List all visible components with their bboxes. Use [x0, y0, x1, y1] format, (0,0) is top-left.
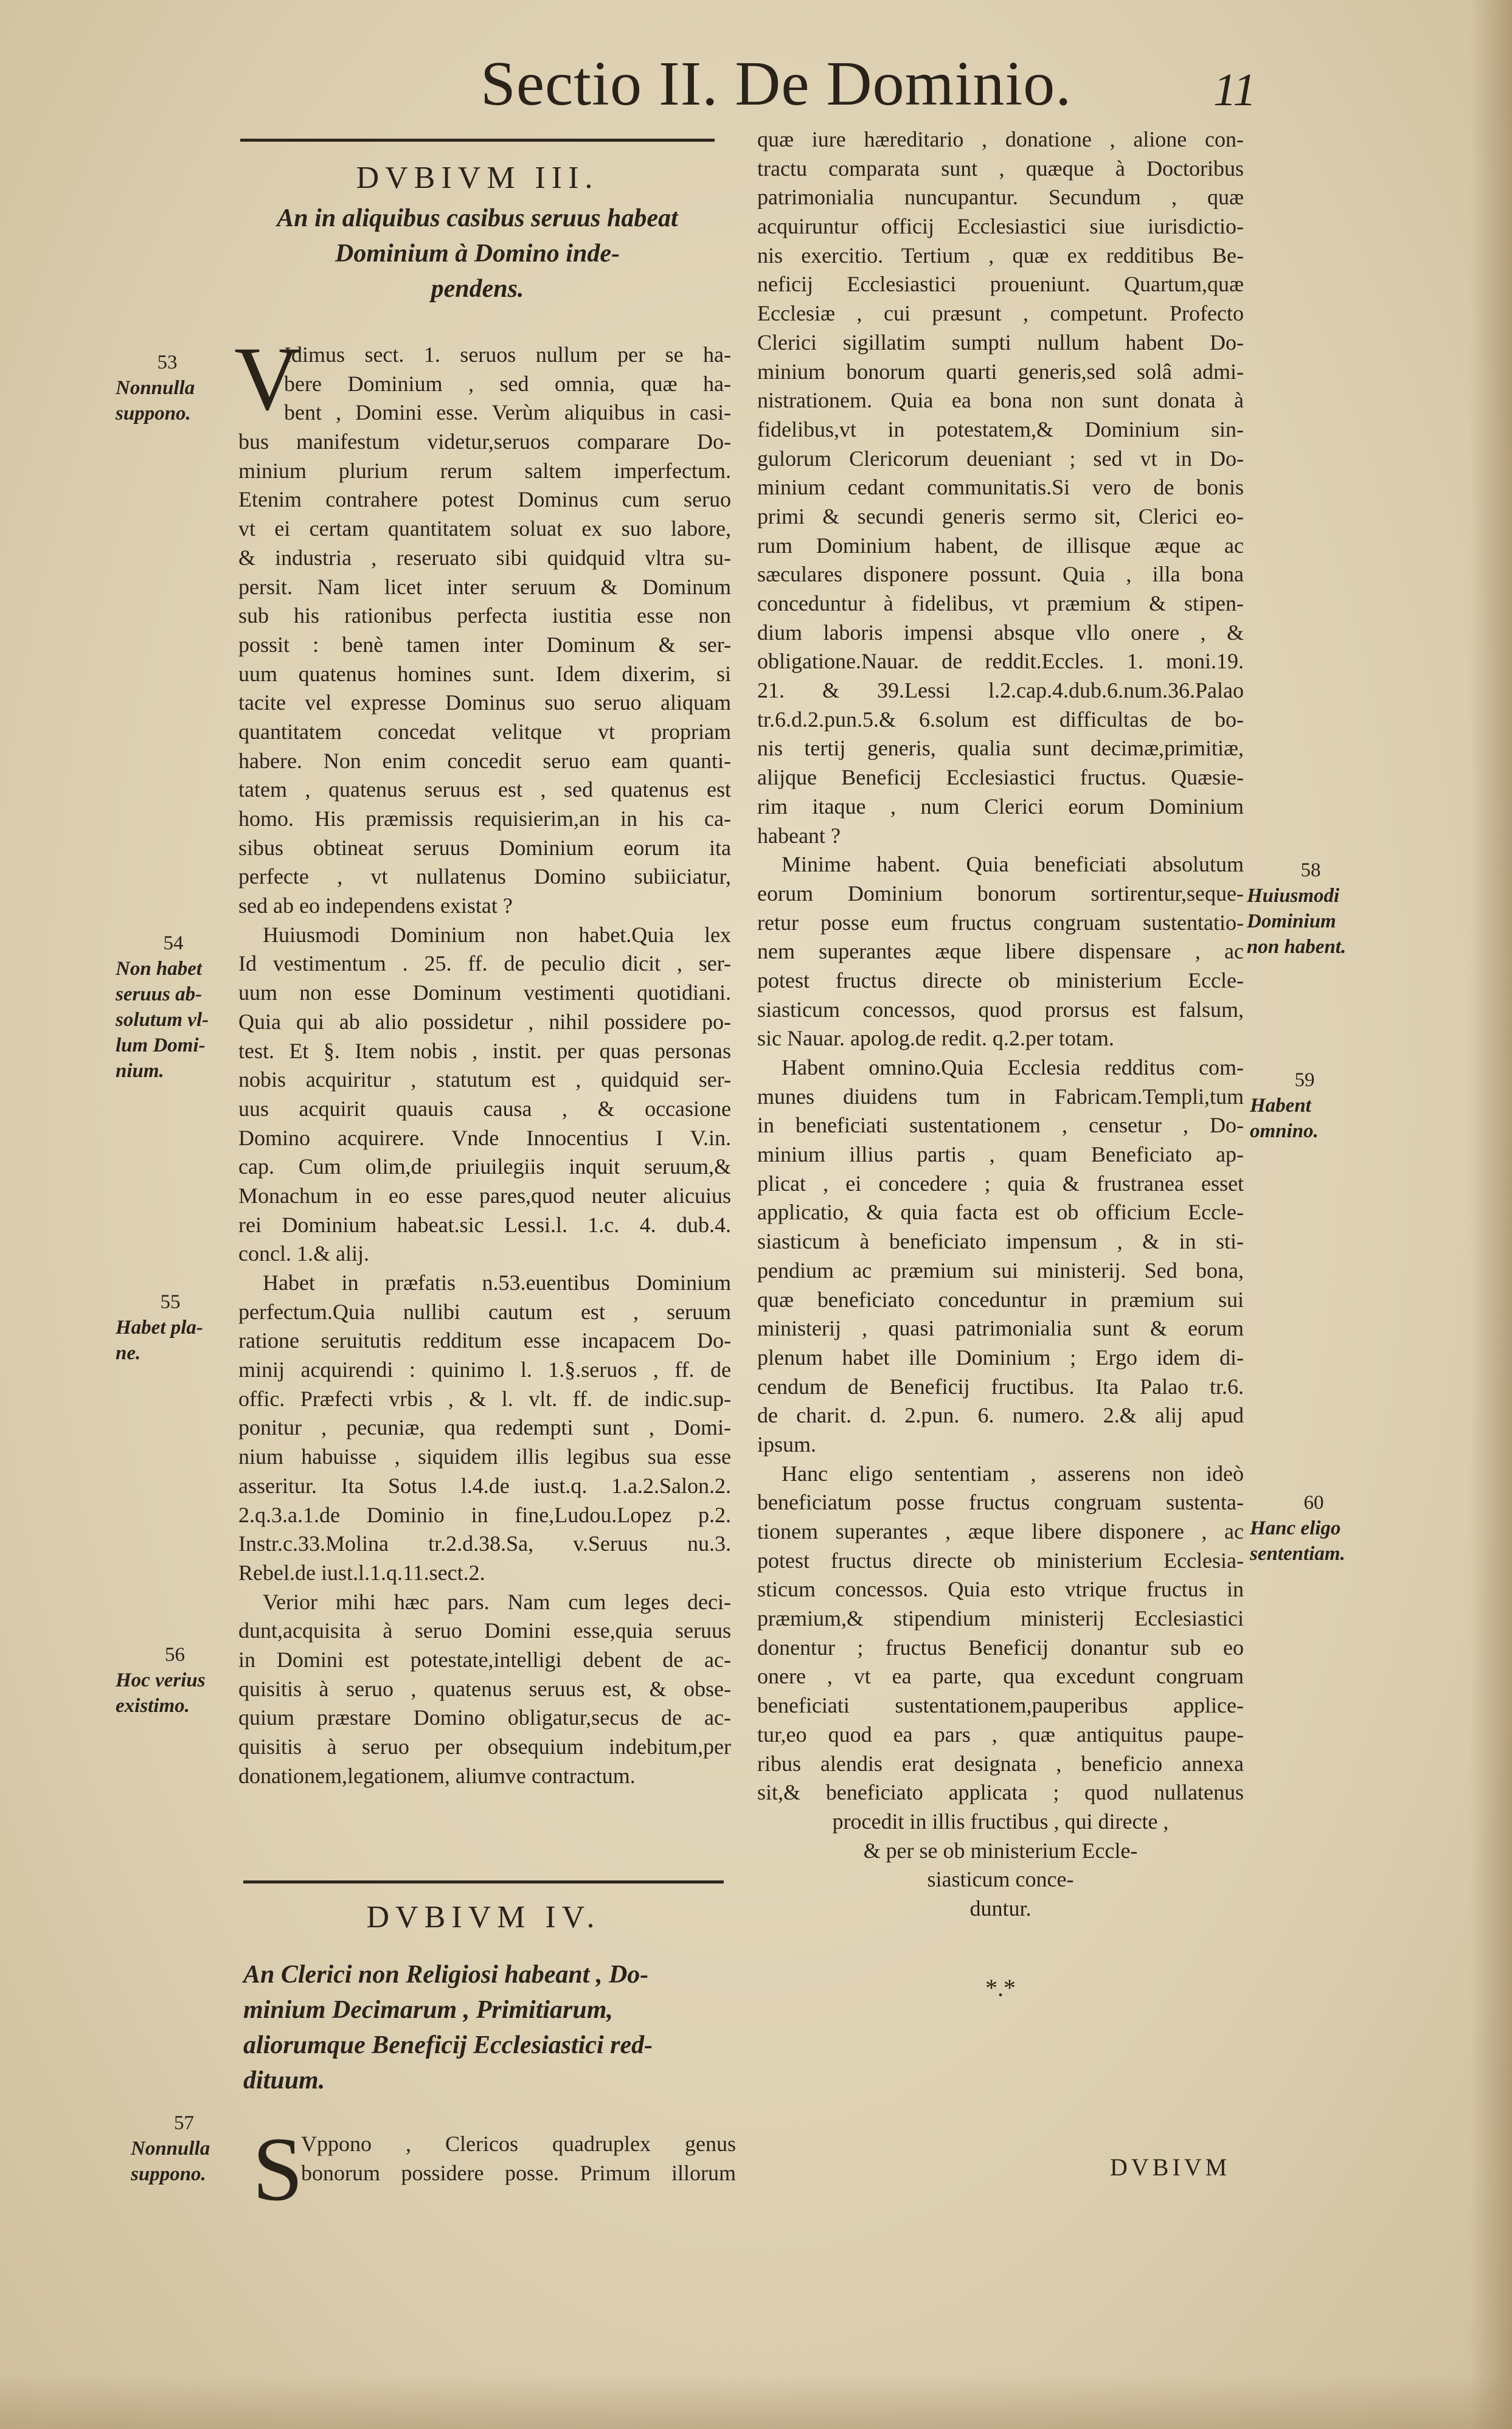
margin-note-number: 59: [1294, 1069, 1315, 1091]
text-line: vt ei certam quantitatem soluat ex suo labore,: [238, 516, 731, 541]
text-line: Vppono , Clericos quadruplex genus: [301, 2132, 736, 2156]
text-line: quantitatem concedat velitque vt propriam: [238, 719, 731, 744]
text-line: quisitis à seruo , quatenus seruus est, & obse-: [238, 1676, 731, 1701]
text-line: Huiusmodi Dominium non habet.Quia lex: [263, 922, 731, 947]
margin-note-57: [131, 2110, 237, 2187]
margin-note-line: sententiam.: [1250, 1543, 1345, 1565]
text-line: minium bonorum quarti generis,sed solâ admi-: [757, 359, 1244, 384]
text-line: quium præstare Domino obligatur,secus de ac-: [238, 1705, 731, 1730]
margin-note-line: omnino.: [1250, 1120, 1319, 1142]
margin-note-line: Huiusmodi: [1247, 885, 1340, 907]
text-line: habere. Non enim concedit seruo eam quanti-: [238, 748, 731, 773]
text-line: eorum Dominium bonorum sortirentur,seque-: [757, 881, 1244, 906]
text-line: sed ab eo independens existat ?: [238, 893, 513, 918]
margin-note-line: Hoc verius: [116, 1669, 206, 1691]
text-line: Rebel.de iust.l.1.q.11.sect.2.: [238, 1560, 485, 1585]
paragraph-1: [238, 341, 731, 921]
text-line: bere Dominium , sed omnia, quæ ha-: [284, 371, 731, 396]
text-line: sic Nauar. apolog.de redit. q.2.per totam.: [757, 1026, 1114, 1051]
paragraph-4: [757, 1460, 1244, 1807]
text-line: Hanc eligo sententiam , asserens non ideò: [782, 1461, 1244, 1486]
margin-note-line: existimo.: [116, 1695, 190, 1717]
catchword: DVBIVM: [1110, 2154, 1231, 2181]
text-line: perfectum.Quia nullibi cautum est , seruum: [238, 1299, 731, 1324]
text-line: Id vestimentum . 25. ff. de peculio dicit , ser-: [238, 951, 731, 976]
text-line: retur posse eum fructus congruam sustentatio-: [757, 910, 1244, 935]
text-line: nistrationem. Quia ea bona non sunt donata à: [757, 388, 1244, 413]
paragraph-3: [238, 1269, 731, 1588]
text-line: persit. Nam licet inter seruum & Dominum: [238, 574, 731, 599]
text-line: minij acquirendi : quinimo l. 1.§.seruos , ff. de: [238, 1357, 731, 1382]
text-line: test. Et §. Item nobis , instit. per quas personas: [238, 1038, 731, 1063]
text-line: obligatione.Nauar. de reddit.Eccles. 1. moni.19.: [757, 649, 1244, 674]
text-line: in beneficiati sustentationem , censetur , Do-: [757, 1113, 1244, 1138]
text-line: siasticum conce-: [927, 1867, 1074, 1892]
text-line: tur,eo quod ea pars , quæ antiquitus paupe-: [757, 1722, 1244, 1747]
paragraph-2: [238, 921, 731, 1269]
text-line: Habent omnino.Quia Ecclesia redditus com-: [782, 1055, 1244, 1079]
text-line: Etenim contrahere potest Dominus cum seruo: [238, 487, 731, 512]
margin-note-line: suppono.: [131, 2163, 206, 2185]
text-line: conceduntur à fidelibus, vt præmium & stipen-: [757, 591, 1244, 615]
text-line: præmium,& stipendium ministerij Ecclesiastici: [757, 1606, 1244, 1631]
text-line: plenum habet ille Dominium ; Ergo idem di-: [757, 1345, 1244, 1370]
text-line: Verior mihi hæc pars. Nam cum leges deci-: [263, 1589, 731, 1614]
text-line: 21. & 39.Lessi l.2.cap.4.dub.6.num.36.Palao: [757, 678, 1244, 703]
text-line: nis tertij generis, qualia sunt decimæ,primitiæ,: [757, 736, 1244, 761]
text-line: minium illius partis , quam Beneficiato ap-: [757, 1142, 1244, 1167]
margin-note-number: 58: [1300, 859, 1321, 881]
text-line: perfecte , vt nullatenus Domino subiiciatur,: [238, 864, 731, 889]
text-line: Minime habent. Quia beneficiati absolutum: [782, 852, 1244, 877]
text-line: nis exercitio. Tertium , quæ ex redditibus Be-: [757, 243, 1244, 268]
paragraph-2: [757, 850, 1244, 1053]
text-line: sub his rationibus perfecta iustitia esse non: [238, 603, 731, 628]
margin-note-59: [1250, 1067, 1359, 1144]
text-line: offic. Præfecti vrbis , & l. vlt. ff. de indic.sup-: [238, 1386, 731, 1411]
margin-note-line: Dominium: [1247, 910, 1336, 932]
text-line: dium laboris impensi absque vllo onere , &: [757, 620, 1244, 645]
margin-note-58: [1247, 858, 1375, 960]
text-line: potest fructus directe ob ministerium Ecclesia-: [757, 1548, 1244, 1573]
ornament: *.*: [985, 1974, 1016, 2001]
text-line: & per se ob ministerium Eccle-: [863, 1838, 1138, 1863]
text-line: habeant ?: [757, 823, 841, 848]
text-line: ponitur , pecuniæ, qua redempti sunt , Domi-: [238, 1415, 731, 1440]
margin-note-line: non habent.: [1247, 936, 1347, 958]
text-line: Habet in præfatis n.53.euentibus Dominium: [263, 1270, 731, 1295]
text-line: ribus alendis erat designata , beneficio annexa: [757, 1751, 1244, 1776]
question-line: An Clerici non Religiosi habeant , Do-: [243, 1961, 649, 1989]
question-line: aliorumque Beneficij Ecclesiastici red-: [243, 2031, 653, 2059]
text-line: 2.q.3.a.1.de Dominio in fine,Ludou.Lopez p.2.: [238, 1502, 731, 1527]
text-line: rim itaque , num Clerici eorum Dominium: [757, 794, 1244, 819]
margin-note-60: [1250, 1490, 1378, 1567]
text-line: tacite vel expresse Dominus suo seruo aliquam: [238, 690, 731, 715]
text-line: gulorum Clericorum deueniant ; sed vt in Do-: [757, 446, 1244, 471]
text-line: ministerij , quasi patrimonialia sunt & eorum: [757, 1316, 1244, 1341]
margin-note-line: solutum vl-: [116, 1009, 209, 1031]
text-line: uum quatenus homines sunt. Idem dixerim, si: [238, 661, 731, 686]
text-line: Instr.c.33.Molina tr.2.d.38.Sa, v.Seruus nu.3.: [238, 1531, 731, 1556]
paragraph-1: [757, 125, 1244, 850]
text-line: ipsum.: [757, 1432, 817, 1457]
text-line: & industria , reseruato sibi quidquid vltra su-: [238, 545, 731, 570]
running-header: Sectio II. De Dominio.: [480, 49, 1072, 119]
page-edge-shadow: [1469, 0, 1512, 2429]
text-line: donationem,legationem, aliumve contractum.: [238, 1763, 636, 1788]
text-line: sæculares disponere possunt. Quia , illa bona: [757, 562, 1244, 587]
text-line: plicat , ei concedere ; quia & frustranea esset: [757, 1171, 1244, 1196]
text-line: siasticum à beneficiato impensum , & in sti-: [757, 1229, 1244, 1254]
text-line: rum Dominium habent, de illisque æque ac: [757, 533, 1244, 558]
text-line: cendum de Beneficij fructibus. Ita Palao tr.6.: [757, 1374, 1244, 1399]
text-line: onere , vt ea parte, qua excedunt congruam: [757, 1664, 1244, 1689]
margin-note-number: 53: [157, 352, 178, 373]
text-line: munes diuidens tum in Fabricam.Templi,tum: [757, 1084, 1244, 1109]
margin-note-53: [116, 350, 219, 426]
text-line: Clerici sigillatim sumpti nullum habent Do-: [757, 330, 1244, 355]
left-column-text: [238, 341, 731, 1790]
text-line: dunt,acquisita à seruo Domini esse,quia seruus: [238, 1618, 731, 1643]
text-line: quæ iure hæreditario , donatione , alione con-: [757, 127, 1244, 151]
margin-note-line: Habent: [1250, 1095, 1311, 1117]
text-line: cap. Cum olim,de priuilegiis inquit seruum,&: [238, 1154, 731, 1179]
text-line: potest fructus directe ob ministerium Eccle-: [757, 968, 1244, 993]
text-line: quæ beneficiato conceduntur in præmium sui: [757, 1287, 1244, 1312]
margin-note-line: nium.: [116, 1060, 164, 1082]
text-line: beneficiatum posse fructus congruam sustenta-: [757, 1490, 1244, 1515]
right-column-text: [757, 125, 1244, 1924]
text-line: possit : benè tamen inter Dominum & ser-: [238, 632, 731, 657]
margin-note-line: suppono.: [116, 403, 191, 424]
dubium-3-title: DVBIVM III.: [356, 161, 599, 195]
text-line: tionem superantes , æque libere disponere , ac: [757, 1519, 1244, 1544]
question-line: minium Decimarum , Primitiarum,: [243, 1996, 613, 2024]
text-line: uus acquirit quauis causa , & occasione: [238, 1096, 731, 1121]
text-line: de charit. d. 2.pun. 6. numero. 2.& alij apud: [757, 1403, 1244, 1428]
paragraph-3: [757, 1053, 1244, 1460]
header-rule: [240, 139, 715, 142]
question-line: An in aliquibus casibus seruus habeat: [277, 204, 678, 232]
text-line: tr.6.d.2.pun.5.& 6.solum est difficultas de bo-: [757, 707, 1244, 732]
text-line: uum non esse Dominum vestimenti quotidiani.: [238, 980, 731, 1005]
text-line: concl. 1.& alij.: [238, 1241, 369, 1266]
text-line: Idimus sect. 1. seruos nullum per se ha-: [284, 342, 731, 367]
margin-note-line: Hanc eligo: [1250, 1517, 1341, 1539]
text-line: Monachum in eo esse pares,quod neuter alicuius: [238, 1183, 731, 1208]
text-line: ratione seruitutis redditum esse incapacem Do-: [238, 1328, 731, 1353]
text-line: nem superantes æque libere dispensare , ac: [757, 939, 1244, 964]
text-line: tractu comparata sunt , quæque à Doctoribus: [757, 156, 1244, 181]
text-line: quisitis à seruo per obsequium indebitum,per: [238, 1734, 731, 1759]
question-line: pendens.: [431, 275, 524, 303]
text-line: homo. His præmissis requisierim,an in his ca-: [238, 806, 731, 831]
paragraph-5: [301, 2130, 736, 2188]
text-line: Quia qui ab alio possidetur , nihil possidere po-: [238, 1009, 731, 1034]
drop-capital-v: V: [234, 328, 300, 429]
text-line: Ecclesiæ , cui præsunt , competunt. Profecto: [757, 301, 1244, 326]
text-line: nium habuisse , siquidem illis legibus sua esse: [238, 1444, 731, 1469]
drop-capital-s: S: [252, 2119, 303, 2220]
section-rule: [243, 1880, 724, 1883]
text-line: tatem , quatenus seruus est , sed quatenus est: [238, 777, 731, 802]
dubium-4-question: [243, 1957, 730, 2098]
text-line: bus manifestum videtur,seruos comparare Do-: [238, 429, 731, 454]
margin-note-56: [116, 1642, 234, 1719]
margin-note-line: Habet pla-: [116, 1317, 203, 1339]
margin-note-line: Nonnulla: [116, 377, 195, 399]
text-line: duntur.: [969, 1896, 1032, 1921]
text-line: siasticum concessos, quod prorsus est falsum,: [757, 997, 1244, 1022]
question-line: Dominium à Domino inde-: [335, 240, 620, 268]
margin-note-line: Non habet: [116, 958, 203, 980]
margin-note-number: 56: [165, 1644, 185, 1666]
text-line: sibus obtineat seruus Dominium eorum ita: [238, 835, 731, 860]
text-line: procedit in illis fructibus , qui directe ,: [832, 1809, 1169, 1834]
margin-note-line: Nonnulla: [131, 2138, 210, 2160]
dubium-4-title: DVBIVM IV.: [366, 1900, 601, 1935]
text-line: alijque Beneficij Ecclesiastici fructus. Quæsie-: [757, 765, 1244, 790]
text-line: patrimonialia nuncupantur. Secundum , quæ: [757, 185, 1244, 210]
text-line: bent , Domini esse. Verùm aliquibus in casi-: [284, 400, 731, 425]
text-line: nobis acquiritur , statutum est , quidquid ser-: [238, 1067, 731, 1092]
margin-note-line: lum Domi-: [116, 1034, 206, 1056]
text-line: sit,& beneficiato applicata ; quod nullatenus: [757, 1780, 1244, 1805]
text-line: bonorum possidere posse. Primum illorum: [301, 2160, 736, 2185]
text-line: minium cedant communitatis.Si vero de bonis: [757, 475, 1244, 500]
page-bottom-shadow: [0, 2374, 1512, 2429]
tail-lines: [757, 1807, 1244, 1924]
text-line: donentur ; fructus Beneficij donantur sub eo: [757, 1635, 1244, 1660]
text-line: pendium ac præmium sui ministerij. Sed bona,: [757, 1258, 1244, 1283]
text-line: neficij Ecclesiastici proueniunt. Quartum,quæ: [757, 272, 1244, 297]
text-line: sticum concessos. Quia esto vtrique fructus in: [757, 1577, 1244, 1602]
text-line: applicatio, & quia facta est ob officium Eccle-: [757, 1200, 1244, 1225]
margin-note-line: seruus ab-: [116, 983, 203, 1005]
margin-note-number: 57: [174, 2112, 194, 2134]
page-number: 11: [1213, 64, 1257, 116]
text-line: primi & secundi generis sermo sit, Clerici eo-: [757, 504, 1244, 528]
margin-note-number: 54: [163, 932, 184, 954]
margin-note-line: ne.: [116, 1342, 141, 1364]
text-line: asseritur. Ita Sotus l.4.de iust.q. 1.a.2.Salon.2.: [238, 1473, 731, 1498]
text-line: fidelibus,vt in potestatem,& Dominium sin-: [757, 417, 1244, 442]
text-line: in Domini est potestate,intelligi debent de ac-: [238, 1647, 731, 1672]
text-line: minium plurium rerum saltem imperfectum.: [238, 458, 731, 483]
text-line: rei Dominium habeat.sic Lessi.l. 1.c. 4. dub.4.: [238, 1212, 731, 1237]
dubium-3-question: [240, 201, 715, 307]
text-line: beneficiati sustentationem,pauperibus applice-: [757, 1693, 1244, 1718]
paragraph-4: [238, 1588, 731, 1791]
text-line: Domino acquirere. Vnde Innocentius I V.in.: [238, 1125, 731, 1150]
margin-note-number: 60: [1303, 1492, 1324, 1514]
margin-note-55: [116, 1289, 225, 1366]
margin-note-number: 55: [160, 1291, 181, 1313]
question-line: dituum.: [243, 2067, 325, 2095]
margin-note-54: [116, 930, 231, 1084]
text-line: acquiruntur officij Ecclesiastici siue iurisdictio-: [757, 214, 1244, 239]
